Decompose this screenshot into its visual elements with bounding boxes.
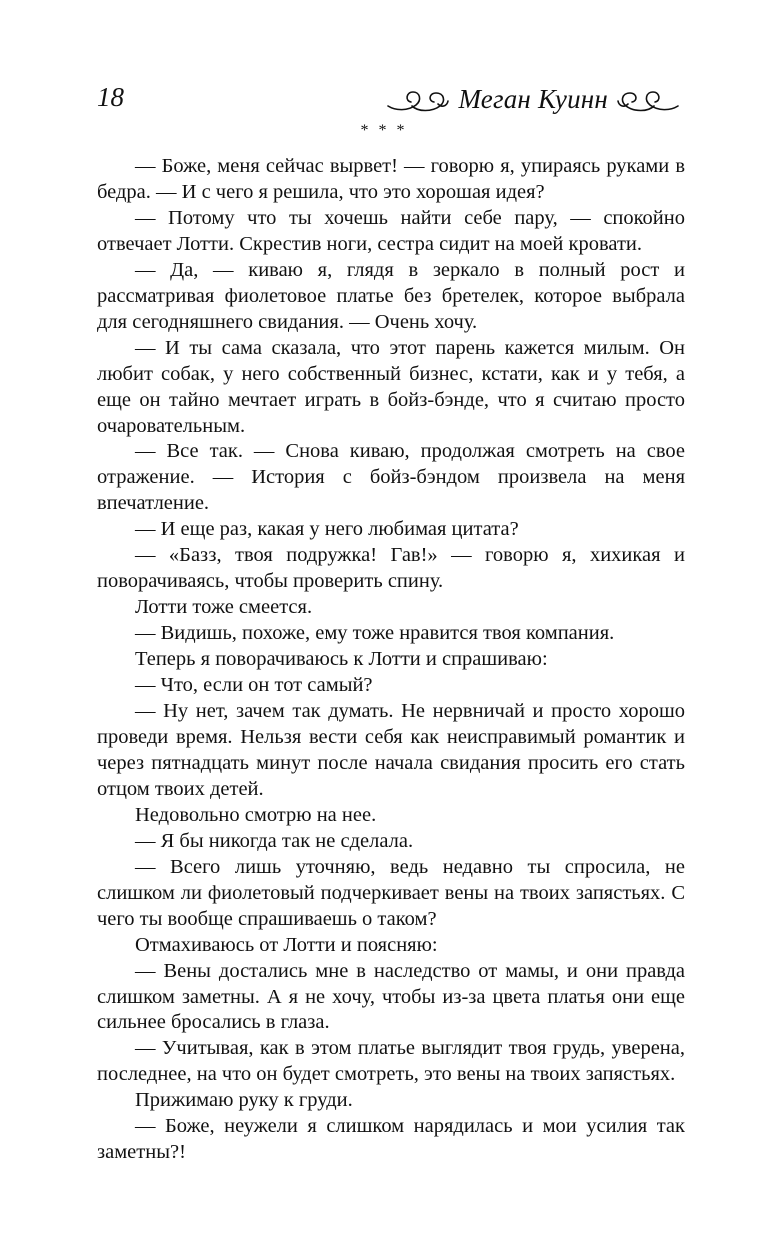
paragraph: Недовольно смотрю на нее. [135,803,377,826]
paragraph: — Всего лишь уточняю, ведь недавно ты спросила, не слишком ли фиолетовый подчеркивает вены на твоих запястьях. С чего ты вообще спрашиваешь о таком? [97,855,685,930]
paragraph: — Вены достались мне в наследство от мамы, и они правда слишком заметны. А я не хочу, чтобы из-за цвета платья они еще сильнее бросались в глаза. [97,959,685,1034]
paragraph: Лотти тоже смеется. [135,596,313,619]
swirl-ornament-icon [386,84,450,114]
paragraph: — Видишь, похоже, ему тоже нравится твоя компания. [135,622,615,645]
paragraph: Отмахиваюсь от Лотти и поясняю: [135,933,438,956]
paragraph: — Да, — киваю я, глядя в зеркало в полный рост и рассматривая фиолетовое платье без бретелек, которое выбрала для сегодняшнего свидания. — Очень хочу. [97,258,685,333]
scene-break: * * * [360,122,408,139]
running-head [386,82,680,116]
paragraph: — Я бы никогда так не сделала. [135,829,414,852]
paragraph: — Учитывая, как в этом платье выглядит твоя грудь, уверена, последнее, на что он будет смотреть, это вены на твоих запястьях. [97,1037,685,1086]
paragraph: — Боже, меня сейчас вырвет! — говорю я, упираясь руками в бедра. — И с чего я решила, что это хорошая идея? [97,155,685,203]
paragraph: — И ты сама сказала, что этот парень кажется милым. Он любит собак, у него собственный бизнес, кстати, как и у тебя, а еще он тайно мечтает играть в бойз-бэнде, что я считаю просто очаровательным. [97,336,685,437]
paragraph: — Ну нет, зачем так думать. Не нервничай и просто хорошо проведи время. Нельзя вести себя как неисправимый романтик и через пятнадцать минут после начала свидания просить его стать отцом твоих детей. [97,700,685,800]
paragraph: Прижимаю руку к груди. [135,1089,353,1112]
paragraph: — Потому что ты хочешь найти себе пару, — спокойно отвечает Лотти. Скрестив ноги, сестра сидит на моей кровати. [97,206,685,255]
paragraph: Теперь я поворачиваюсь к Лотти и спрашиваю: [135,648,548,671]
paragraph: — Все так. — Снова киваю, продолжая смотреть на свое отражение. — История с бойз-бэндом произвела на меня впечатление. [97,440,685,515]
swirl-ornament-icon [616,84,680,114]
paragraph: — «Базз, твоя подружка! Гав!» — говорю я, хихикая и поворачиваясь, чтобы проверить спину. [97,544,685,593]
paragraph: — Что, если он тот самый? [135,674,373,697]
text-body [97,154,685,1166]
paragraph: — И еще раз, какая у него любимая цитата? [135,518,519,541]
page-number: 18 [97,82,124,112]
paragraph: — Боже, неужели я слишком нарядилась и мои усилия так заметны?! [97,1115,685,1164]
author-name: Меган Куинн [458,83,608,114]
